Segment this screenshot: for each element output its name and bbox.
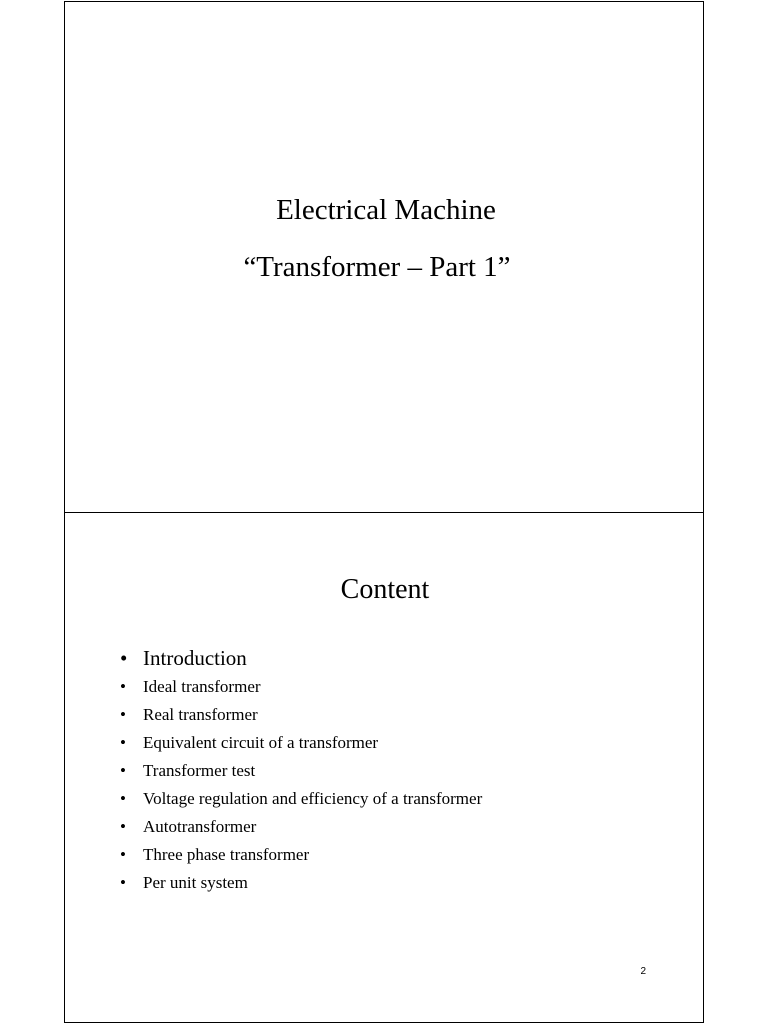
- slide-subtitle-text: “Transformer – Part 1”: [243, 251, 511, 283]
- page-number: 2: [640, 966, 646, 977]
- list-item-label: Voltage regulation and efficiency of a transformer: [143, 789, 483, 808]
- list-item-label: Ideal transformer: [143, 677, 261, 696]
- bullet-icon: •: [120, 646, 128, 670]
- bullet-icon: •: [120, 845, 126, 864]
- content-slide: [64, 512, 704, 1023]
- list-item: [117, 643, 482, 673]
- slide-title: [65, 192, 705, 228]
- title-slide: [64, 1, 704, 513]
- list-item-label: Per unit system: [143, 873, 248, 892]
- bullet-icon: •: [120, 677, 126, 696]
- bullet-icon: •: [120, 789, 126, 808]
- list-item-label: Autotransformer: [143, 817, 257, 836]
- list-item: [117, 757, 482, 785]
- list-item: [117, 673, 482, 701]
- bullet-icon: •: [120, 873, 126, 892]
- slide-subtitle: [65, 249, 705, 285]
- bullet-icon: •: [120, 733, 126, 752]
- content-heading-text: Content: [340, 574, 430, 605]
- list-item-label: Transformer test: [143, 761, 256, 780]
- bullet-icon: •: [120, 761, 126, 780]
- bullet-icon: •: [120, 817, 126, 836]
- bullet-icon: •: [120, 705, 126, 724]
- list-item-label: Introduction: [143, 646, 247, 670]
- list-item-label: Equivalent circuit of a transformer: [143, 733, 379, 752]
- list-item: [117, 729, 482, 757]
- list-item: [117, 813, 482, 841]
- slide-title-text: Electrical Machine: [276, 194, 496, 226]
- list-item: [117, 785, 482, 813]
- list-item-label: Three phase transformer: [143, 845, 310, 864]
- list-item: [117, 869, 482, 897]
- list-item: [117, 701, 482, 729]
- list-item-label: Real transformer: [143, 705, 258, 724]
- content-list: [117, 643, 482, 897]
- content-heading: [65, 572, 705, 608]
- list-item: [117, 841, 482, 869]
